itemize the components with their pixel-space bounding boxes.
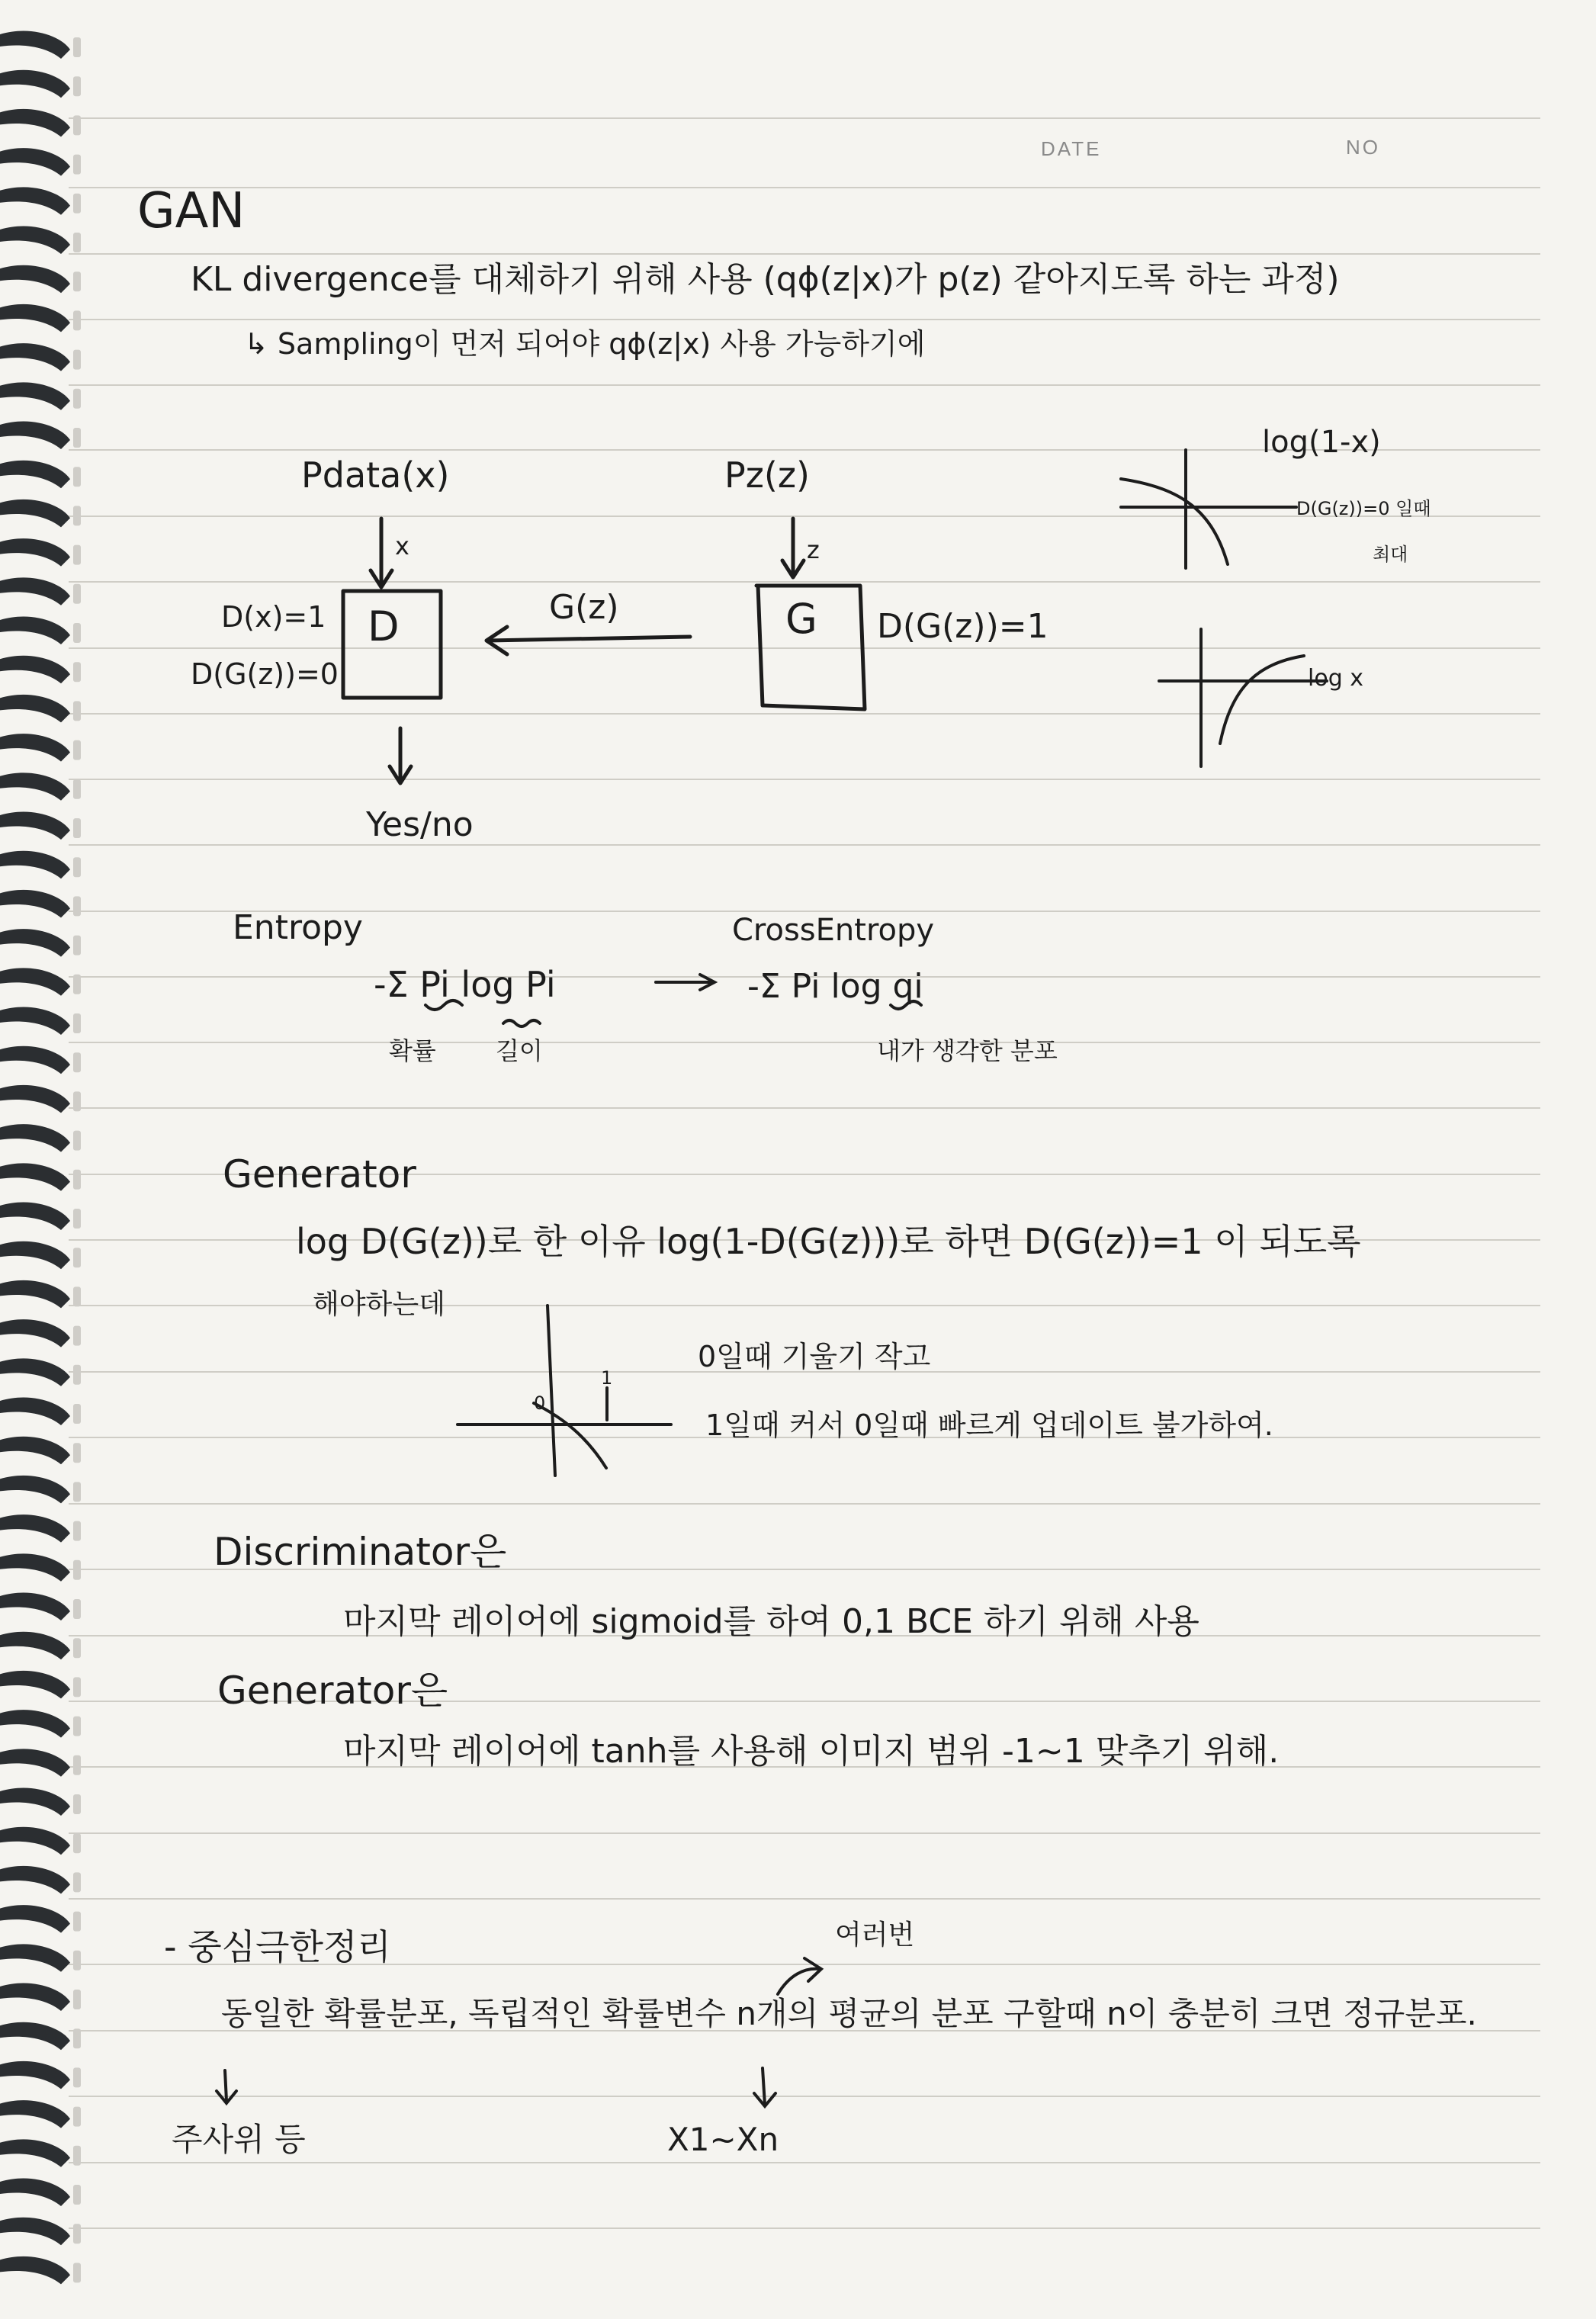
- spiral-hole: [73, 1052, 81, 1072]
- dice-label: 주사위 등: [172, 2121, 306, 2158]
- spiral-hole: [73, 1365, 81, 1385]
- spiral-coil: [0, 2256, 70, 2284]
- page-title: GAN: [137, 183, 246, 239]
- spiral-hole: [73, 1013, 81, 1033]
- disc-label: Discriminator은: [214, 1530, 507, 1574]
- my-dist-label: 내가 생각한 분포: [877, 1036, 1058, 1065]
- side-note-1: D(G(z))=0 일때: [1296, 498, 1431, 519]
- spiral-coil: [0, 1632, 70, 1659]
- spiral-coil: [0, 1866, 70, 1893]
- spiral-hole: [73, 2067, 81, 2087]
- spiral-hole: [73, 779, 81, 799]
- spiral-coil: [0, 538, 70, 566]
- spiral-hole: [73, 1131, 81, 1151]
- spiral-coil: [0, 1085, 70, 1113]
- generator-label: Generator: [223, 1152, 416, 1196]
- d-box-label: D: [368, 602, 400, 650]
- gen-tick-1: 1: [601, 1367, 613, 1389]
- spiral-hole: [73, 310, 81, 330]
- generator-line1: log D(G(z))로 한 이유 log(1-D(G(z)))로 하면 D(G(z))=1 이 되도록: [296, 1221, 1361, 1262]
- spiral-coil: [0, 1553, 70, 1581]
- spiral-coil: [0, 1007, 70, 1035]
- gen-note-1: 0일때 기울기 작고: [698, 1340, 931, 1373]
- spiral-coil: [0, 1788, 70, 1816]
- xn-label: X1~Xn: [667, 2121, 779, 2158]
- spiral-coil: [0, 1593, 70, 1620]
- spiral-hole: [73, 194, 81, 214]
- spiral-coil: [0, 1241, 70, 1269]
- spiral-hole: [73, 467, 81, 487]
- gen2-line: 마지막 레이어에 tanh를 사용해 이미지 범위 -1~1 맞추기 위해.: [343, 1732, 1280, 1771]
- spiral-coil: [0, 70, 70, 98]
- spiral-coil: [0, 929, 70, 956]
- spiral-hole: [73, 1833, 81, 1853]
- gen-note-2: 1일때 커서 0일때 빠르게 업데이트 불가하여.: [705, 1408, 1273, 1442]
- spiral-coil: [0, 1437, 70, 1464]
- spiral-hole: [73, 506, 81, 525]
- spiral-coil: [0, 2139, 70, 2166]
- spiral-hole: [73, 1951, 81, 1971]
- spiral-hole: [73, 1170, 81, 1190]
- spiral-coil: [0, 1671, 70, 1698]
- spiral-hole: [73, 1717, 81, 1736]
- entropy-formula: -Σ Pi log Pi: [374, 964, 556, 1005]
- spiral-coil: [0, 1944, 70, 1971]
- spiral-hole: [73, 896, 81, 916]
- spiral-hole: [73, 1638, 81, 1658]
- clt-above: 여러번: [835, 1919, 915, 1951]
- spiral-hole: [73, 1482, 81, 1502]
- generator-line2: 해야하는데: [313, 1289, 445, 1320]
- spiral-hole: [73, 584, 81, 604]
- spiral-coil: [0, 577, 70, 605]
- spiral-coil: [0, 2100, 70, 2128]
- spiral-coil: [0, 1476, 70, 1503]
- spiral-hole: [73, 623, 81, 643]
- gen-tick-0: 0: [534, 1392, 546, 1414]
- spiral-coil: [0, 812, 70, 840]
- clt-label: - 중심극한정리: [164, 1926, 391, 1967]
- spiral-coil: [0, 1319, 70, 1347]
- x-arrow-label: x: [395, 532, 409, 560]
- pdata-label: Pdata(x): [301, 454, 450, 496]
- spiral-hole: [73, 115, 81, 135]
- spiral-hole: [73, 2028, 81, 2048]
- spiral-hole: [73, 1755, 81, 1775]
- prob-label: 확률: [389, 1036, 436, 1065]
- spiral-hole: [73, 428, 81, 448]
- spiral-coil: [0, 2061, 70, 2089]
- yesno-label: Yes/no: [366, 805, 474, 844]
- spiral-coil: [0, 851, 70, 878]
- spiral-coil: [0, 656, 70, 683]
- spiral-hole: [73, 37, 81, 57]
- spiral-hole: [73, 1091, 81, 1111]
- spiral-coil: [0, 422, 70, 449]
- len-label: 길이: [496, 1036, 543, 1065]
- spiral-coil: [0, 1749, 70, 1776]
- spiral-coil: [0, 1398, 70, 1425]
- spiral-coil: [0, 304, 70, 332]
- spiral-hole: [73, 1677, 81, 1697]
- spiral-hole: [73, 1521, 81, 1541]
- spiral-coil: [0, 1827, 70, 1855]
- clt-line: 동일한 확률분포, 독립적인 확률변수 n개의 평균의 분포 구할때 n이 충분히 크면 정규분포.: [221, 1995, 1477, 2032]
- spiral-coil: [0, 1710, 70, 1737]
- logx-label: log x: [1308, 665, 1364, 692]
- spiral-coil: [0, 343, 70, 371]
- disc-line: 마지막 레이어에 sigmoid를 하여 0,1 BCE 하기 위해 사용: [343, 1602, 1199, 1641]
- entropy-label: Entropy: [233, 908, 363, 947]
- spiral-hole: [73, 2146, 81, 2166]
- spiral-coil: [0, 1905, 70, 1932]
- spiral-coil: [0, 148, 70, 175]
- log1mx-label: log(1-x): [1262, 425, 1381, 460]
- spiral-coil: [0, 226, 70, 254]
- spiral-coil: [0, 461, 70, 488]
- spiral-coil: [0, 1203, 70, 1230]
- date-label: DATE: [1041, 137, 1102, 160]
- spiral-coil: [0, 1124, 70, 1151]
- spiral-hole: [73, 1443, 81, 1463]
- spiral-hole: [73, 1326, 81, 1346]
- spiral-coil: [0, 1358, 70, 1386]
- spiral-binding: [0, 0, 92, 2319]
- dx-label: D(x)=1: [221, 600, 326, 634]
- gz-label: G(z): [549, 588, 619, 627]
- spiral-coil: [0, 617, 70, 644]
- z-arrow-label: z: [807, 535, 820, 564]
- spiral-hole: [73, 1286, 81, 1306]
- gen2-label: Generator은: [217, 1669, 448, 1713]
- spiral-coil: [0, 109, 70, 137]
- spiral-coil: [0, 2179, 70, 2206]
- spiral-hole: [73, 155, 81, 175]
- spiral-coil: [0, 695, 70, 722]
- dgz1-label: D(G(z))=1: [877, 607, 1048, 646]
- spiral-coil: [0, 968, 70, 995]
- spiral-hole: [73, 701, 81, 721]
- spiral-coil: [0, 2218, 70, 2245]
- spiral-hole: [73, 1248, 81, 1267]
- spiral-hole: [73, 1560, 81, 1580]
- spiral-hole: [73, 389, 81, 409]
- cross-entropy-formula: -Σ Pi log qi: [747, 967, 923, 1006]
- spiral-hole: [73, 2224, 81, 2244]
- spiral-hole: [73, 2107, 81, 2127]
- spiral-hole: [73, 662, 81, 682]
- spiral-coil: [0, 734, 70, 761]
- spiral-coil: [0, 499, 70, 527]
- no-label: NO: [1346, 136, 1380, 159]
- spiral-coil: [0, 31, 70, 59]
- kl-sub: ↳ Sampling이 먼저 되어야 qϕ(z|x) 사용 가능하기에: [244, 327, 926, 361]
- spiral-hole: [73, 545, 81, 565]
- spiral-hole: [73, 1912, 81, 1932]
- spiral-hole: [73, 975, 81, 994]
- pz-label: Pz(z): [724, 454, 810, 496]
- spiral-hole: [73, 857, 81, 877]
- spiral-hole: [73, 1404, 81, 1424]
- spiral-hole: [73, 1990, 81, 2009]
- spiral-hole: [73, 818, 81, 838]
- spiral-hole: [73, 1599, 81, 1619]
- spiral-hole: [73, 2185, 81, 2205]
- spiral-hole: [73, 233, 81, 252]
- spiral-hole: [73, 936, 81, 956]
- dgz0-label: D(G(z))=0: [191, 657, 339, 691]
- spiral-hole: [73, 1872, 81, 1892]
- spiral-coil: [0, 890, 70, 917]
- spiral-hole: [73, 2263, 81, 2282]
- g-box-label: G: [785, 595, 817, 643]
- spiral-coil: [0, 265, 70, 293]
- kl-line: KL divergence를 대체하기 위해 사용 (qϕ(z|x)가 p(z) 같아지도록 하는 과정): [191, 260, 1340, 299]
- spiral-coil: [0, 382, 70, 410]
- spiral-coil: [0, 2022, 70, 2050]
- spiral-coil: [0, 1280, 70, 1308]
- side-note-2: 최대: [1373, 544, 1408, 565]
- spiral-hole: [73, 350, 81, 370]
- spiral-hole: [73, 76, 81, 96]
- spiral-hole: [73, 271, 81, 291]
- spiral-hole: [73, 1794, 81, 1814]
- spiral-hole: [73, 740, 81, 760]
- spiral-coil: [0, 1983, 70, 2011]
- spiral-coil: [0, 772, 70, 800]
- spiral-coil: [0, 1163, 70, 1190]
- spiral-coil: [0, 187, 70, 214]
- spiral-coil: [0, 1046, 70, 1074]
- spiral-coil: [0, 1514, 70, 1542]
- spiral-hole: [73, 1209, 81, 1229]
- cross-entropy-label: CrossEntropy: [732, 913, 935, 948]
